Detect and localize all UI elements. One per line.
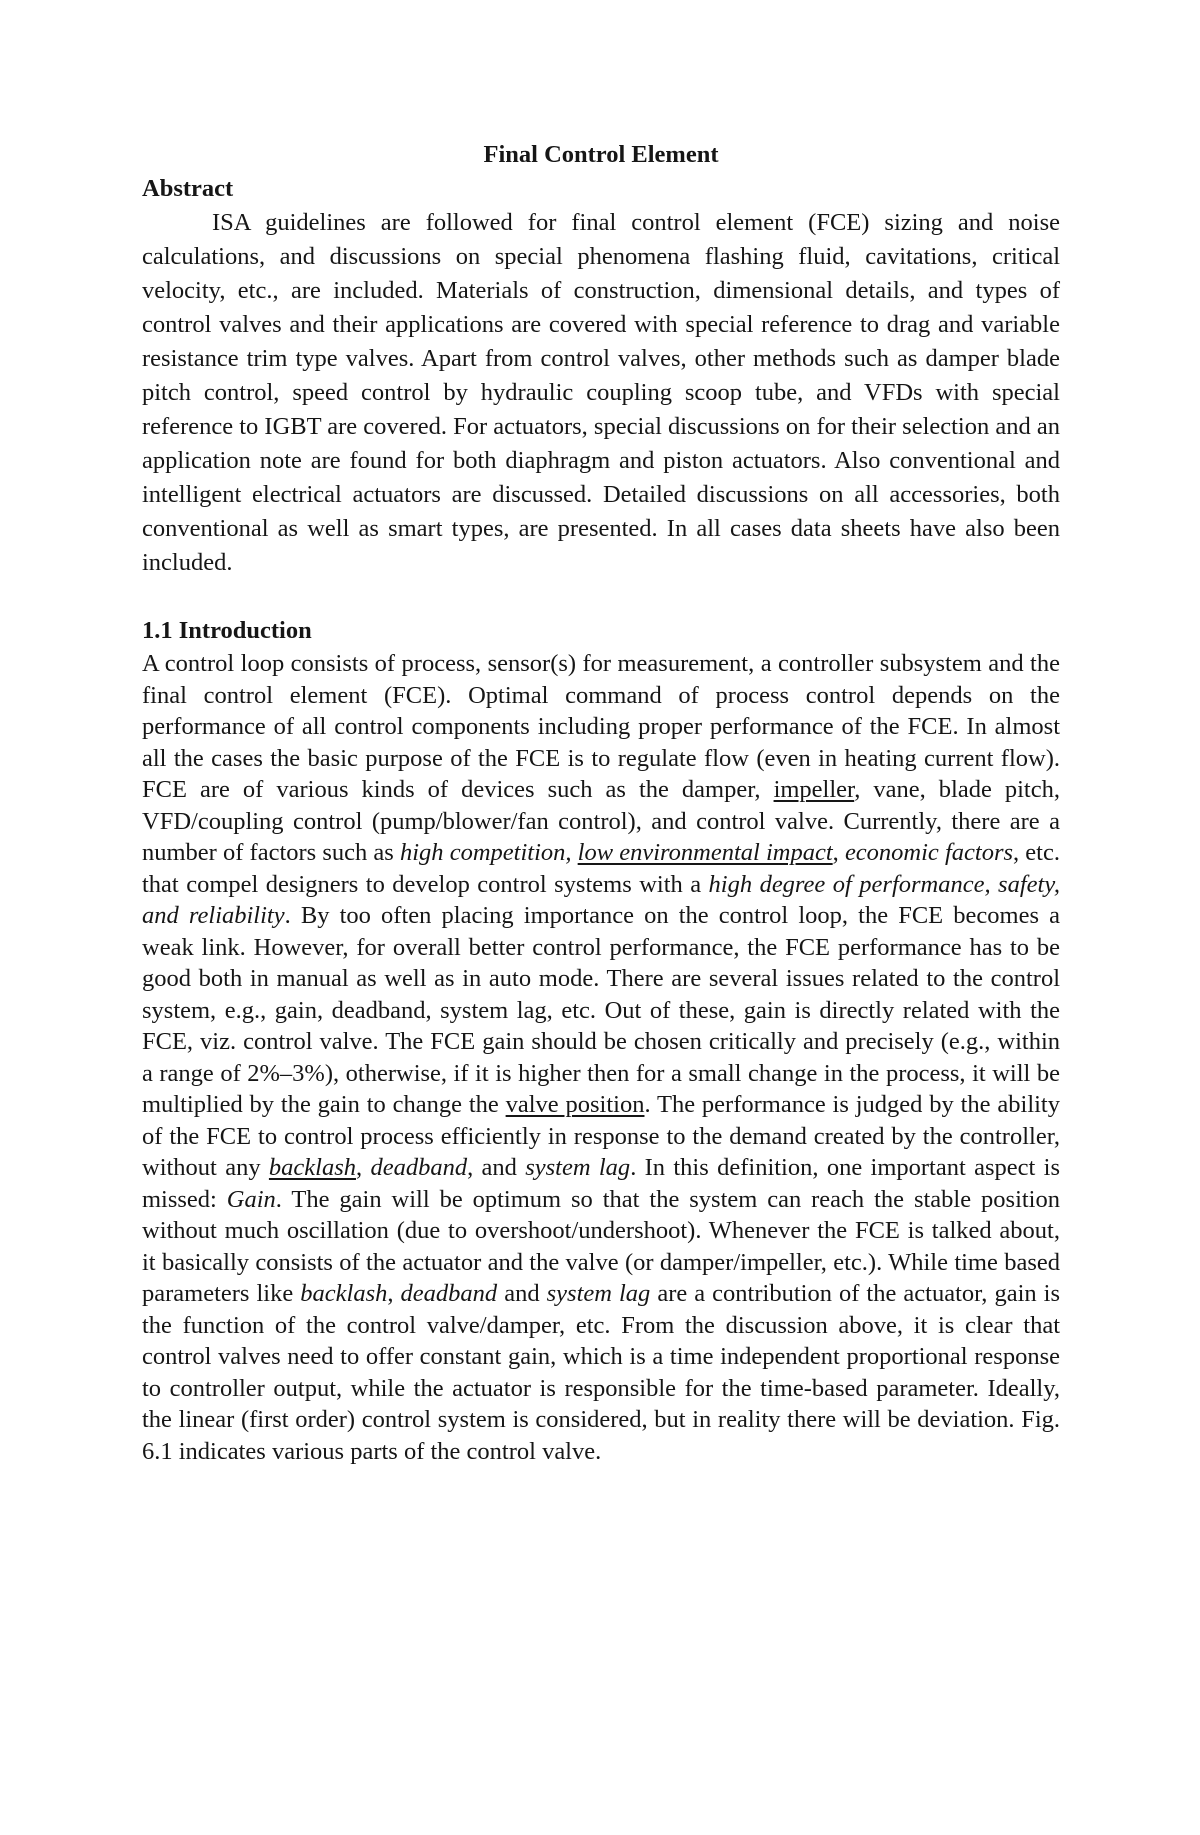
introduction-heading: 1.1 Introduction [142, 617, 312, 644]
italic-term-deadband: deadband [370, 1154, 468, 1181]
underlined-term-valve-position: valve position [505, 1091, 645, 1118]
italic-term-system-lag: system lag [525, 1154, 631, 1181]
intro-text-segment: , [356, 1154, 371, 1181]
italic-term-deadband: deadband [400, 1280, 498, 1307]
abstract-heading: Abstract [142, 175, 234, 202]
italic-term-high-degree-of-performance: high degree of performance, safety, and reliability [142, 870, 1060, 929]
italic-underlined-term-backlash: backlash [268, 1154, 356, 1181]
section-spacer [142, 580, 1060, 614]
abstract-paragraph: ISA guidelines are followed for final control element (FCE) sizing and noise calculations, and discussions on special phenomena flashing fluid, cavitations, critical velocity, etc., are included. Materials of construction, dimensional details, and types of control valves and their applications are covered with special reference to drag and variable resistance trim type valves. Apart from control valves, other methods such as damper blade pitch control, speed control by hydraulic coupling scoop tube, and VFDs with special reference to IGBT are covered. For actuators, special discussions on for their selection and an application note are found for both diaphragm and piston actuators. Also conventional and intelligent electrical actuators are discussed. Detailed discussions on all accessories, both conventional as well as smart types, are presented. In all cases data sheets have also been included. [142, 209, 1060, 576]
underlined-term-impeller: impeller [773, 776, 855, 803]
intro-text-segment: , [832, 839, 845, 866]
page-content [142, 138, 1060, 1467]
intro-text-segment: are a contribution of the actuator, gain is the function of the control valve/damper, etc. From the discussion above, it is clear that control valves need to offer constant gain, which is a time independent proportional response to controller output, while the actuator is responsible for the time-based parameter. Ideally, the linear (first order) control system is considered, but in reality there will be deviation. Fig. 6.1 indicates various parts of the control valve. [142, 1280, 1061, 1465]
italic-term-system-lag: system lag [546, 1280, 651, 1307]
intro-text-segment: , and [467, 1154, 526, 1181]
italic-term-high-competition: high competition, [400, 839, 578, 866]
italic-term-gain: Gain [226, 1185, 276, 1213]
intro-text-segment: . The gain will be optimum so that the system can reach the stable position without much oscillation (due to overshoot/undershoot). Whenever the FCE is talked about, it basically consists of the actuator and the valve (or damper/impeller, etc.). While time based parameters like [142, 1185, 1060, 1307]
intro-text-segment: , [387, 1280, 401, 1307]
intro-text-segment: , etc. that compel designers to develop control systems with a [142, 839, 1060, 898]
italic-term-economic-factors: economic factors [844, 839, 1014, 866]
introduction-paragraph [142, 648, 1060, 1467]
italic-underlined-term-low-environmental-impact: low environmental impact [577, 839, 833, 866]
intro-text-segment: and [497, 1280, 547, 1307]
page-title: Final Control Element [483, 141, 719, 168]
intro-text-segment: . The performance is judged by the ability of the FCE to control process efficiently in response to the demand created by the controller, without any [142, 1091, 1060, 1181]
intro-text-segment: . By too often placing importance on the control loop, the FCE becomes a weak link. However, for overall better control performance, the FCE performance has to be good both in manual as well as in auto mode. There are several issues related to the control system, e.g., gain, deadband, system lag, etc. Out of these, gain is directly related with the FCE, viz. control valve. The FCE gain should be chosen critically and precisely (e.g., within a range of 2%–3%), otherwise, if it is higher then for a small change in the process, it will be multiplied by the gain to change the [142, 902, 1061, 1118]
intro-text-segment: , vane, blade pitch, VFD/coupling control (pump/blower/fan control), and control valve. Currently, there are a number of factors such as [142, 776, 1060, 866]
italic-term-backlash: backlash [300, 1280, 388, 1307]
intro-text-segment: A control loop consists of process, sensor(s) for measurement, a controller subsystem and the final control element (FCE). Optimal command of process control depends on the performance of all control components including proper performance of the FCE. In almost all the cases the basic purpose of the FCE is to regulate flow (even in heating current flow). FCE are of various kinds of devices such as the damper, [142, 650, 1060, 803]
intro-text-segment: . In this definition, one important aspect is missed: [142, 1154, 1060, 1213]
